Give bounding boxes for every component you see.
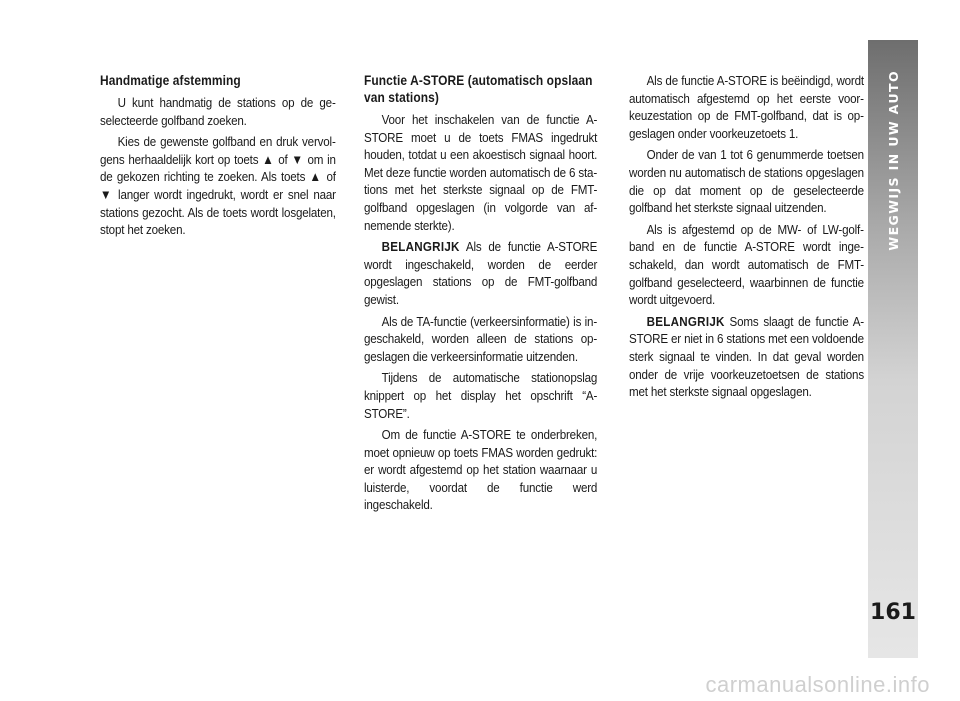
column-right xyxy=(629,72,864,405)
paragraph: Om de functie A-STORE te onderbreken, moet opnieuw op toets FMAS worden gedrukt: er wordt afgestemd op het station waarnaar u luisterde, voordat de functie werd ingeschakeld. xyxy=(364,427,598,513)
paragraph: Onder de van 1 tot 6 genummerde toetsen worden nu automatisch de stations opgeslagen die op dat moment op de geselecteerde golfband het sterkste signaal uitzenden. xyxy=(629,147,864,216)
chapter-title-text: WEGWIJS IN UW AUTO xyxy=(885,70,901,251)
important-label: BELANGRIJK xyxy=(646,313,725,329)
chapter-title xyxy=(868,70,918,320)
column-middle xyxy=(364,72,597,518)
important-label: BELANGRIJK xyxy=(381,239,460,255)
paragraph: Als de TA-functie (verkeersinformatie) is ingeschakeld, worden alleen de stations opgeslagen die verkeersinformatie uitzenden. xyxy=(364,313,598,364)
paragraph: Kies de gewenste golfband en druk vervolgens herhaaldelijk kort op toets ▲ of ▼ om in de gekozen richting te zoeken. Als toets ▲ of ▼ langer wordt ingedrukt, wordt er snel naar stations gezocht. Als de toets wordt losgelaten, stopt het zoeken. xyxy=(100,134,336,238)
important-paragraph xyxy=(629,313,864,401)
page-number: 161 xyxy=(870,600,916,625)
important-paragraph xyxy=(364,238,597,308)
paragraph: Als de functie A-STORE is beëindigd, wordt automatisch afgestemd op het eerste voorkeuzestation op de FMT-golfband, dat is opgeslagen onder voorkeuzetoets 1. xyxy=(629,73,864,141)
paragraph: Voor het inschakelen van de functie A-STORE moet u de toets FMAS ingedrukt houden, totdat u een akoestisch signaal hoort. Met deze functie worden automatisch de 6 stations met het sterkste signaal op de FMT-golfband opgeslagen (in volgorde van afnemende sterkte). xyxy=(364,112,598,233)
paragraph: U kunt handmatig de stations op de geselecteerde golfband zoeken. xyxy=(100,95,336,128)
important-text: Als de functie A-STORE wordt ingeschakeld, worden de eerder opgeslagen stations op de FMT-golfband gewist. xyxy=(364,239,598,307)
section-heading-manual-tuning: Handmatige afstemming xyxy=(100,73,241,88)
column-left xyxy=(100,72,336,243)
paragraph: Tijdens de automatische stationopslag knippert op het display het opschrift “A-STORE”. xyxy=(364,370,598,421)
watermark: carmanualsonline.info xyxy=(705,672,930,697)
important-text: Soms slaagt de functie A-STORE er niet in 6 stations met een voldoende sterk signaal te vinden. In dat geval worden onder de vrije voorkeuzetoetsen de stations met het sterkste signaal opgeslagen. xyxy=(629,313,864,400)
paragraph: Als is afgestemd op de MW- of LW-golfband en de functie A-STORE wordt ingeschakeld, dan wordt automatisch de FMT-golfband geselecteerd, waarbinnen de functie wordt uitgevoerd. xyxy=(629,221,864,308)
section-heading-astore: Functie A-STORE (automatisch opslaan van stations) xyxy=(364,73,593,105)
